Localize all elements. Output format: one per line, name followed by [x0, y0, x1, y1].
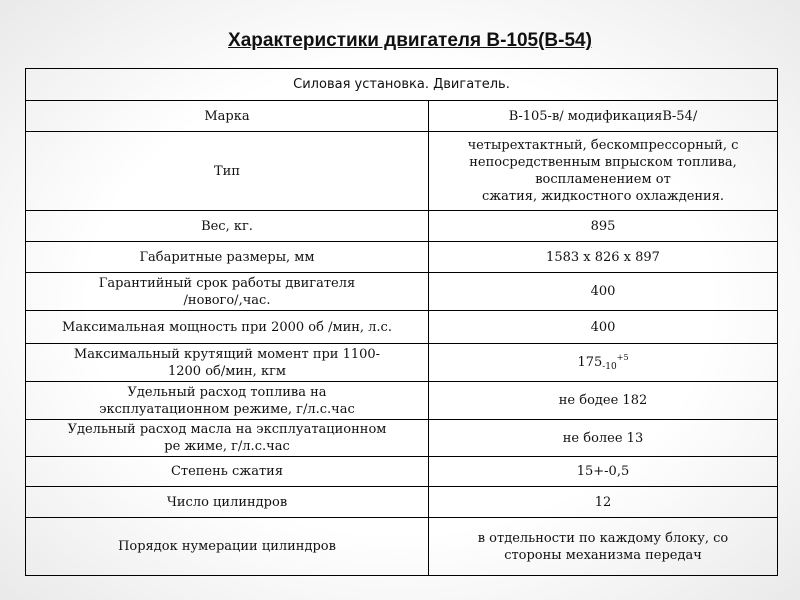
row-label: Марка [26, 101, 429, 132]
table-row [26, 211, 778, 242]
table-row [26, 518, 778, 576]
table-row [26, 420, 778, 457]
row-value [429, 344, 778, 382]
value-main: 175 [577, 355, 603, 370]
row-value: В-105-в/ модификацияВ-54/ [429, 101, 778, 132]
table-row [26, 311, 778, 344]
specifications-table [25, 68, 778, 576]
table-header-row [26, 69, 778, 101]
page-title: Характеристики двигателя В-105(В-54) [228, 30, 592, 51]
table-row [26, 242, 778, 273]
value-superscript: +5 [616, 353, 629, 362]
value-subscript: -10 [602, 362, 617, 372]
value-line: сжатия, жидкостного охлаждения. [481, 189, 725, 204]
label-line: Удельный расход топлива на [127, 384, 327, 400]
value-line: в отдельности по каждому блоку, со [477, 530, 729, 546]
row-label: Тип [26, 132, 429, 211]
label-line: эксплуатационном режиме, г/л.с.час [99, 401, 355, 417]
row-label: Степень сжатия [26, 457, 429, 487]
table-row [26, 487, 778, 518]
value-line: четырехтактный, бескомпрессорный, с [467, 138, 739, 153]
table-row [26, 382, 778, 420]
table-header: Силовая установка. Двигатель. [26, 69, 778, 101]
label-line: /нового/,час. [183, 292, 271, 308]
row-label [26, 344, 429, 382]
row-value: не более 13 [429, 420, 778, 457]
row-value: 400 [429, 273, 778, 311]
label-line: ре жиме, г/л.с.час [164, 439, 290, 454]
table-row [26, 132, 778, 211]
row-label [26, 382, 429, 420]
row-value: 1583 х 826 х 897 [429, 242, 778, 273]
row-label: Вес, кг. [26, 211, 429, 242]
row-value [429, 132, 778, 211]
row-label: Порядок нумерации цилиндров [26, 518, 429, 576]
row-label: Число цилиндров [26, 487, 429, 518]
row-label [26, 273, 429, 311]
row-value: не бодее 182 [429, 382, 778, 420]
value-line: непосредственным впрыском топлива, [469, 155, 737, 170]
row-label [26, 420, 429, 457]
row-value: 12 [429, 487, 778, 518]
table-row [26, 457, 778, 487]
row-value [429, 518, 778, 576]
label-line: 1200 об/мин, кгм [167, 363, 286, 379]
label-line: Гарантийный срок работы двигателя [98, 275, 356, 291]
value-line: стороны механизма передач [504, 547, 702, 563]
row-value: 15+-0,5 [429, 457, 778, 487]
row-label: Габаритные размеры, мм [26, 242, 429, 273]
table-row [26, 344, 778, 382]
table-row [26, 273, 778, 311]
row-value: 895 [429, 211, 778, 242]
label-line: Максимальный крутящий момент при 1100- [73, 346, 381, 362]
row-label: Максимальная мощность при 2000 об /мин, л.с. [26, 311, 429, 344]
value-line: воспламенением от [535, 172, 671, 187]
label-line: Удельный расход масла на эксплуатационном [67, 422, 387, 437]
table-row [26, 101, 778, 132]
row-value: 400 [429, 311, 778, 344]
